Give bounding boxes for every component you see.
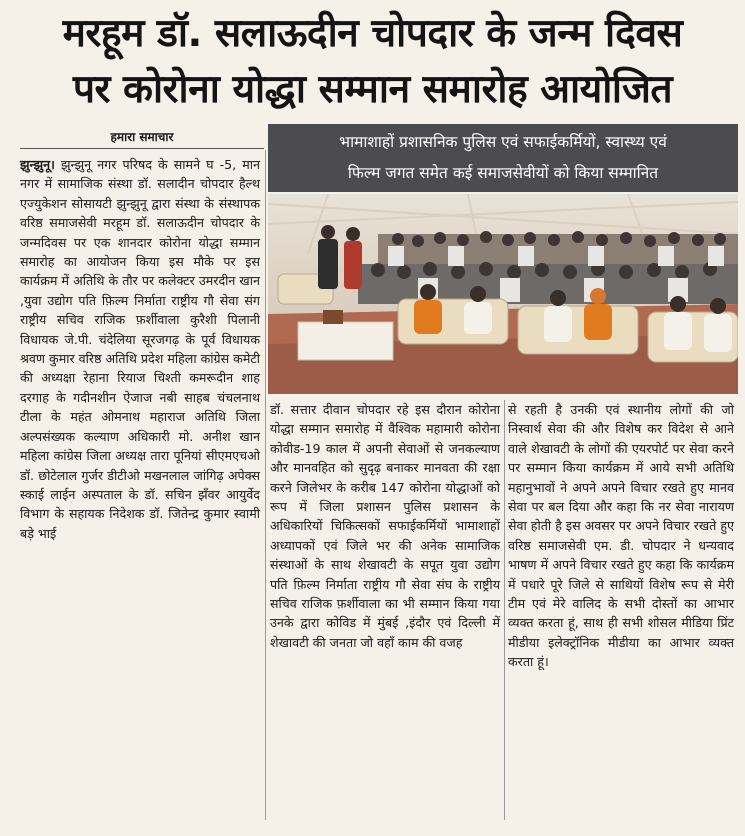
subheadline bbox=[268, 124, 738, 192]
article-text-col3: से रहती है उनकी एवं स्थानीय लोगों की जो निस्वार्थ सेवा की और विशेष कर विदेश से आने वाले शेखावटी के लोगों की एयरपोर्ट पर सेवा करने पर सम्मान किया कार्यक्रम में आये सभी अतिथि महानुभावों ने अपने अपने विचार रखते हुए मानव सेवा पर बल दिया और कहा कि नर सेवा नारायण सेवा होती है इस अवसर पर अपने विचार रखते हुए वरिष्ठ समाजसेवी एम. डी. चोपदार ने धन्यवाद भाषण में अपने विचार रखते हुए कहा कि कार्यक्रम में पधारे पूरे जिले से साथियों विशेष रूप से मेरी टीम एवं मेरे वालिद के सभी दोस्तों का आभार व्यक्त करता हूं, साथ ही सभी शोसल मीडिया प्रिंट मीडीया इलेक्ट्रॉनिक मीडीया का आभार व्यक्त करता हूं। bbox=[508, 402, 734, 670]
headline-line-2: पर कोरोना योद्धा सम्मान समारोह आयोजित bbox=[72, 67, 673, 112]
article-column-1 bbox=[20, 155, 260, 543]
article-text-col2: डॉ. सत्तार दीवान चोपदार रहे इस दौरान कोरोना योद्धा सम्मान समारोह में वैश्विक महामारी कोरोना कोवीड-19 काल में अपनी सेवाओं से जनकल्याण और मानवहित को सुदृढ़ बनाकर मानवता की रक्षा करने जिलेभर के करीब 147 कोरोना योद्धाओं को रूप में जिला प्रशासन पुलिस प्रशासन के अधिकारियों चिकित्सकों सफाईकर्मियों भामाशाहों अध्यापकों एवं जिले भर की अनेक सामाजिक संस्थाओं के साथ शेखावटी के सपूत युवा उद्योग पति फ़िल्म निर्माता राष्ट्रीय गौ सेवा संघ के राष्ट्रीय सचिव राजिक फ़र्शीवाला का भी सम्मान किया गया उनके द्वारा कोविड में मुंबई ,इंदौर एवं दिल्ली में शेखावटी की जनता जो वहाँ काम की वजह bbox=[270, 402, 500, 650]
headline-line-1: मरहूम डॉ. सलाऊदीन चोपदार के जन्म दिवस bbox=[62, 11, 683, 56]
byline: हमारा समाचार bbox=[20, 128, 264, 149]
subheadline-line-2: फिल्म जगत समेत कई समाजसेवीयों को किया सम्मानित bbox=[347, 164, 659, 182]
article-text-col1: झुन्झुनू नगर परिषद के सामने घ -5, मान नगर में सामाजिक संस्था डॉ. सलादीन चोपदार हैल्थ एज्युकेशन सोसायटी झुन्झुनू द्वारा संस्था के संस्थापक वरिष्ठ समाजसेवी मरहूम डॉ. सलाऊदीन चोपदार के जन्मदिवस पर एक शानदार कोरोना योद्धा सम्मान समारोह का आयोजन किया इस मौके पर इस कार्यक्रम में अतिथि के तौर पर कलेक्टर उमरदीन खान ,युवा उद्योग पति फ़िल्म निर्माता राष्ट्रीय गौ सेवा संग राष्ट्रीय सचिव राजिक फ़र्शीवाला कुरैशी पिलानी विधायक जे.पी. चंदेलिया सूरजगढ़ के पूर्व विधायक श्रवण कुमार वरिष्ठ अतिथि प्रदेश महिला कांग्रेस कमेटी की अध्यक्षा रेहाना रियाज चिश्ती कमरूदीन शाह दरगाह के गदीनशीन ऐजाज नबी साहब चंचलनाथ टीला के महंत ओमनाथ महाराज अतिथि जिला अल्पसंख्यक कल्याण अधिकारी मो. अनीश खान महिला कांग्रेस जिला अध्यक्ष तारा पूनियां सीएमएचओ डॉ. छोटेलाल गुर्जर डीटीओ मखनलाल जांगिढ़ अपेक्स स्काई लाईन अस्पताल के डॉ. सचिन झँवर आयुर्वेद विभाग के सहायक निदेशक डॉ. जितेन्द्र कुमार स्वामी बड़े भाई bbox=[20, 157, 260, 541]
article-column-2 bbox=[270, 400, 500, 652]
headline bbox=[0, 0, 745, 122]
article-column-3 bbox=[508, 400, 734, 672]
event-photo bbox=[268, 194, 738, 394]
dateline: झुन्झुनू। bbox=[20, 157, 55, 172]
column-divider-1 bbox=[265, 150, 266, 820]
subheadline-line-1: भामाशाहों प्रशासनिक पुलिस एवं सफाईकर्मियों, स्वास्थ्य एवं bbox=[339, 133, 667, 151]
column-divider-2 bbox=[504, 400, 505, 820]
event-photo-illustration bbox=[268, 194, 738, 394]
